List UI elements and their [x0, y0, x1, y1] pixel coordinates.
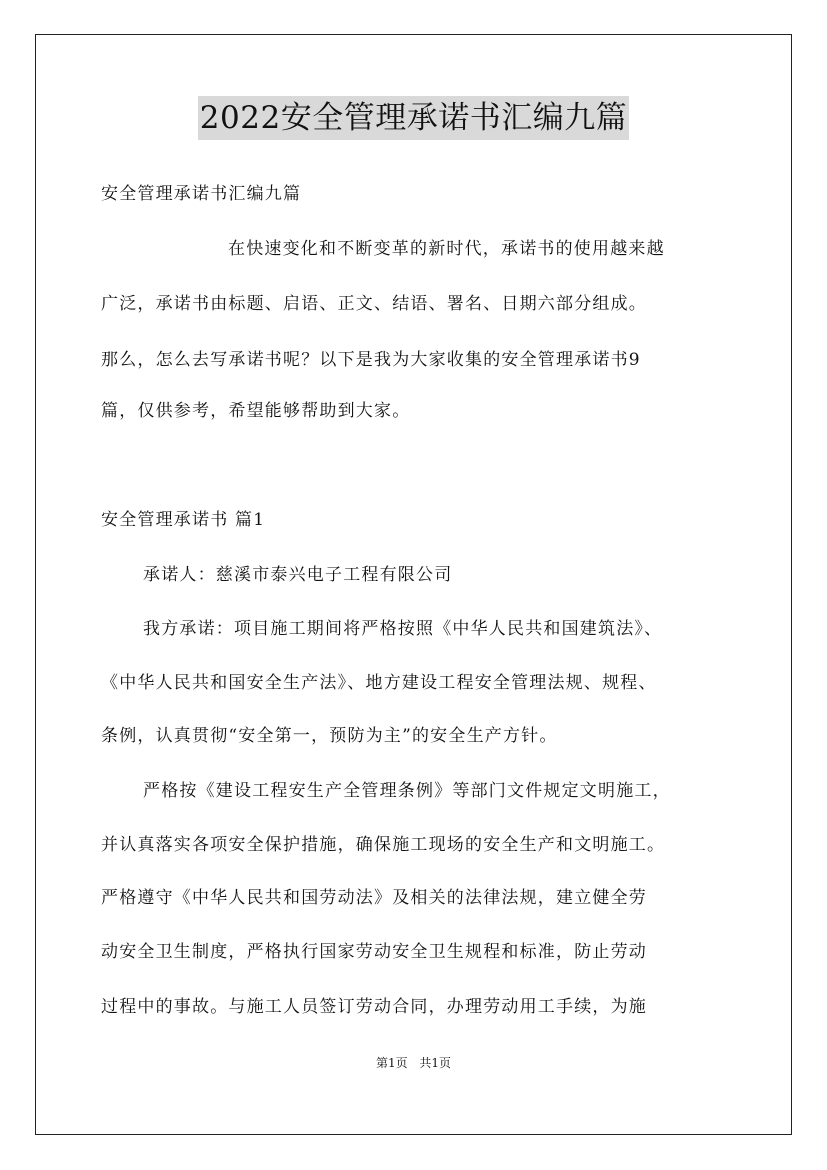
body-line-6: 并认真落实各项安全保护措施，确保施工现场的安全生产和文明施工。 — [101, 835, 666, 855]
document-subtitle: 安全管理承诺书汇编九篇 — [101, 184, 302, 204]
body-line-3: 《中华人民共和国安全生产法》、地方建设工程安全管理法规、规程、 — [101, 673, 657, 693]
intro-line-3: 那么，怎么去写承诺书呢？以下是我为大家收集的安全管理承诺书9 — [101, 350, 641, 370]
page-footer — [0, 1055, 827, 1071]
body-line-5: 严格按《建设工程安生产全管理条例》等部门文件规定文明施工， — [143, 781, 671, 801]
body-line-4: 条例，认真贯彻“安全第一，预防为主”的安全生产方针。 — [101, 726, 558, 746]
title-container — [0, 96, 827, 140]
section-heading: 安全管理承诺书 篇1 — [101, 510, 266, 530]
intro-line-1: 在快速变化和不断变革的新时代，承诺书的使用越来越 — [228, 239, 665, 259]
document-title: 2022安全管理承诺书汇编九篇 — [198, 96, 629, 140]
intro-line-4: 篇，仅供参考，希望能够帮助到大家。 — [101, 401, 411, 421]
page-number: 第1页 — [375, 1056, 408, 1070]
body-line-2: 我方承诺：项目施工期间将严格按照《中华人民共和国建筑法》、 — [143, 619, 663, 639]
body-line-1: 承诺人：慈溪市泰兴电子工程有限公司 — [143, 565, 453, 585]
body-line-9: 过程中的事故。与施工人员签订劳动合同，办理劳动用工手续，为施 — [101, 997, 647, 1017]
page-total: 共1页 — [419, 1056, 452, 1070]
intro-line-2: 广泛，承诺书由标题、启语、正文、结语、署名、日期六部分组成。 — [101, 294, 647, 314]
body-line-7: 严格遵守《中华人民共和国劳动法》及相关的法律法规，建立健全劳 — [101, 888, 647, 908]
body-line-8: 动安全卫生制度，严格执行国家劳动安全卫生规程和标准，防止劳动 — [101, 942, 647, 962]
